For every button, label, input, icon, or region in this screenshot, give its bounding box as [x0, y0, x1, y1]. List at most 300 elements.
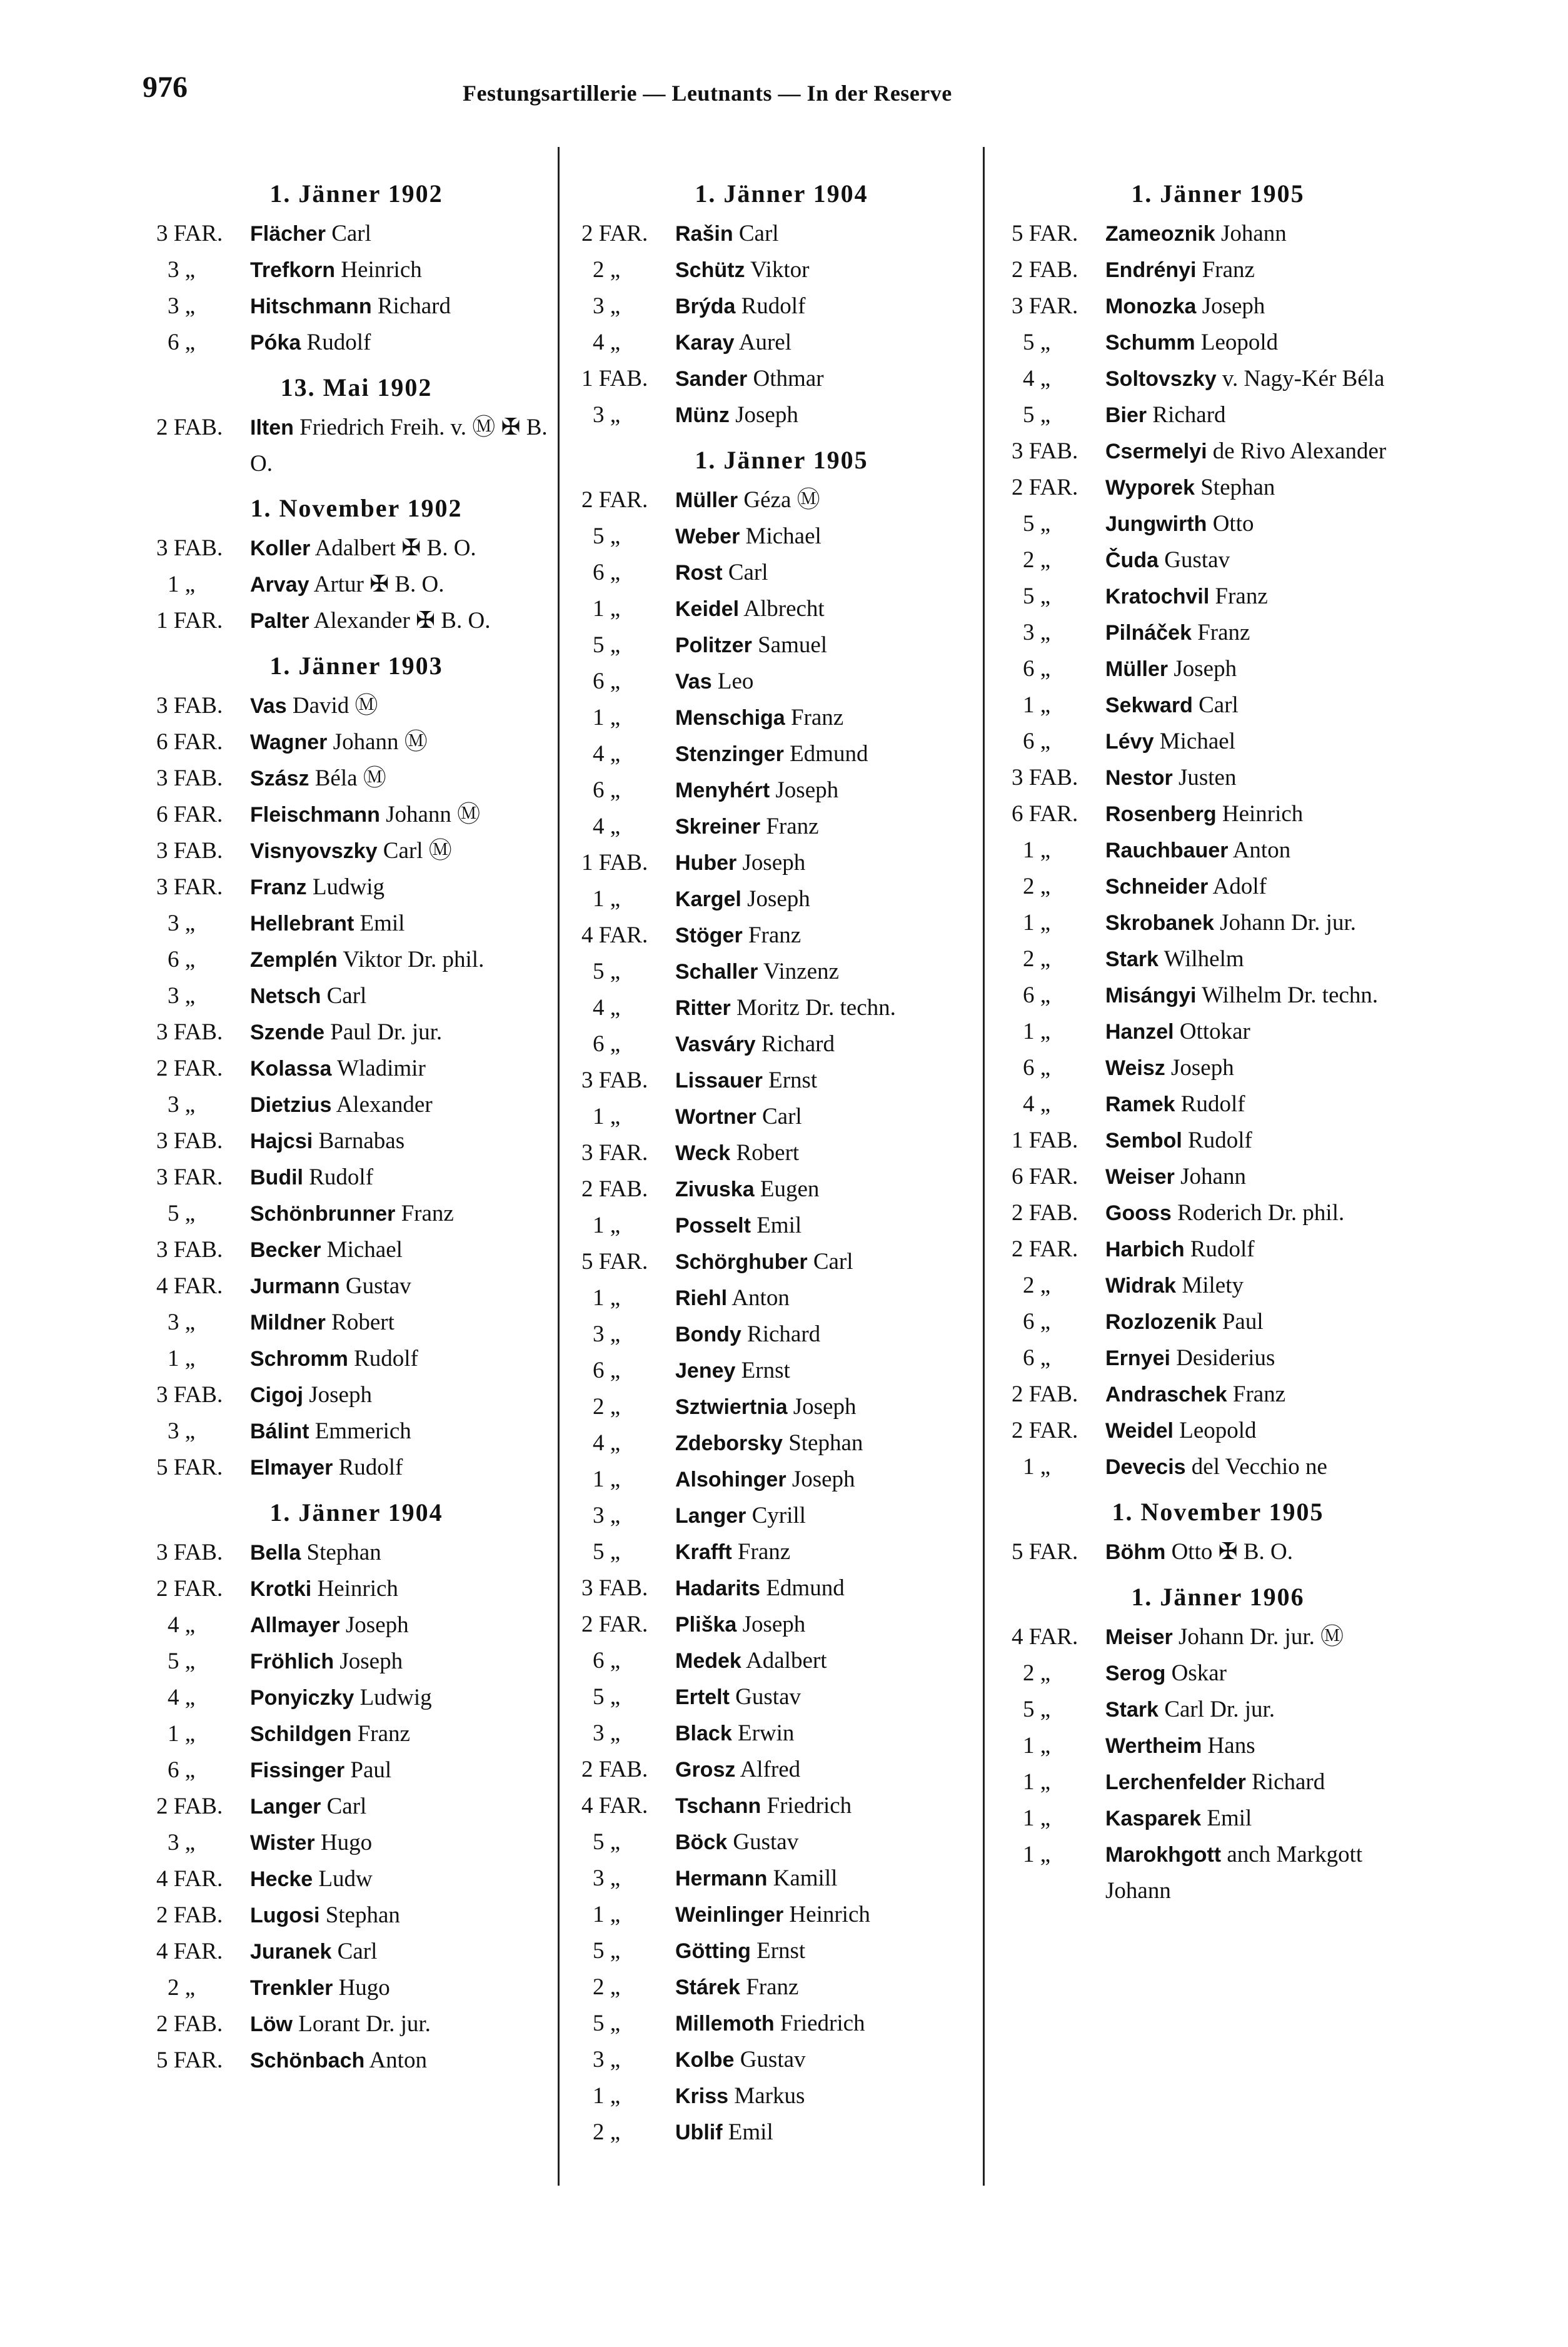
list-item: [156, 1450, 556, 1486]
list-item: [581, 772, 982, 809]
list-item: [581, 591, 982, 627]
list-item: [1012, 470, 1424, 506]
officer-name: Fissinger Paul: [250, 1757, 392, 1783]
list-item: [156, 1051, 556, 1087]
list-item: [156, 1123, 556, 1159]
unit-label: 1 „: [593, 886, 621, 912]
officer-name: Ponyiczky Ludwig: [250, 1685, 432, 1710]
list-item: [581, 1534, 982, 1570]
officer-name: Pilnáček Franz: [1105, 620, 1250, 645]
unit-label: 3 FAB.: [156, 1128, 223, 1154]
unit-label: 3 „: [593, 1321, 621, 1347]
officer-name: Stark Carl Dr. jur.: [1105, 1697, 1275, 1722]
unit-label: 4 FAR.: [156, 1939, 223, 1964]
unit-label: 6 „: [593, 1358, 621, 1383]
officer-name: Zivuska Eugen: [675, 1176, 820, 1202]
unit-label: 2 FAR.: [581, 221, 648, 246]
officer-name: Hecke Ludw: [250, 1866, 373, 1892]
list-item: [581, 1788, 982, 1824]
officer-name: Posselt Emil: [675, 1213, 802, 1238]
list-item: [1012, 1655, 1424, 1692]
officer-name: Bálint Emmerich: [250, 1418, 411, 1444]
list-item: [156, 410, 556, 482]
section-title: 1. November 1902: [250, 494, 463, 522]
officer-name: Kasparek Emil: [1105, 1805, 1252, 1831]
officer-name: Rauchbauer Anton: [1105, 837, 1291, 863]
list-item: [156, 833, 556, 869]
officer-name: Trefkorn Heinrich: [250, 257, 422, 283]
unit-label: 4 „: [593, 330, 621, 355]
officer-name: Devecis del Vecchio ne: [1105, 1454, 1327, 1480]
unit-label: 2 FAR.: [581, 487, 648, 513]
list-item: [581, 361, 982, 397]
unit-label: 5 „: [593, 1829, 621, 1855]
unit-label: 3 „: [593, 293, 621, 319]
officer-name: Meiser Johann Dr. jur. Ⓜ: [1105, 1624, 1344, 1650]
officer-name: Schütz Viktor: [675, 257, 810, 283]
list-item: [156, 1861, 556, 1897]
officer-name: Black Erwin: [675, 1720, 795, 1746]
officer-name: Stark Wilhelm: [1105, 946, 1244, 972]
unit-label: 6 „: [593, 1648, 621, 1673]
officer-name: Karay Aurel: [675, 330, 792, 355]
list-item: [581, 1316, 982, 1353]
officer-name: Brýda Rudolf: [675, 293, 806, 319]
list-item: [156, 1535, 556, 1571]
officer-name: Medek Adalbert: [675, 1648, 827, 1673]
unit-label: 6 „: [1023, 982, 1051, 1008]
officer-name: Allmayer Joseph: [250, 1612, 409, 1638]
section-title: 1. Jänner 1906: [1131, 1583, 1305, 1611]
list-item: [156, 724, 556, 760]
list-item: [1012, 1534, 1424, 1570]
list-item: [156, 216, 556, 252]
unit-label: 3 FAR.: [156, 1164, 223, 1190]
unit-label: 3 FAB.: [156, 838, 223, 864]
unit-label: 3 FAB.: [581, 1575, 648, 1601]
unit-label: 6 FAR.: [156, 802, 223, 827]
officer-name: Gooss Roderich Dr. phil.: [1105, 1200, 1345, 1226]
officer-name: Wyporek Stephan: [1105, 475, 1275, 500]
unit-label: 4 „: [593, 995, 621, 1021]
unit-label: 5 „: [1023, 402, 1051, 428]
officer-name: Skrobanek Johann Dr. jur.: [1105, 910, 1356, 936]
unit-label: 6 „: [168, 330, 196, 355]
page-number: 976: [143, 71, 188, 104]
list-item: [1012, 941, 1424, 977]
list-item: [581, 845, 982, 881]
list-item: [156, 1413, 556, 1450]
unit-label: 3 „: [168, 257, 196, 283]
list-item: [581, 1461, 982, 1498]
officer-name: Csermelyi de Rivo Alexander: [1105, 438, 1387, 464]
officer-name: Palter Alexander ✠ B. O.: [250, 608, 491, 633]
unit-label: 1 „: [1023, 1454, 1051, 1480]
unit-label: 6 „: [168, 947, 196, 972]
section-title: 13. Mai 1902: [280, 373, 433, 401]
list-item: [1012, 433, 1424, 470]
list-item: [156, 1789, 556, 1825]
officer-name: Flächer Carl: [250, 221, 371, 246]
list-item: [1012, 361, 1424, 397]
officer-name: Zdeborsky Stephan: [675, 1430, 863, 1456]
list-item: [581, 2006, 982, 2042]
officer-name: Schumm Leopold: [1105, 330, 1279, 355]
officer-name: Serog Oskar: [1105, 1660, 1227, 1686]
unit-label: 3 FAB.: [156, 1019, 223, 1045]
list-item: [156, 1897, 556, 1934]
officer-name: Ublif Emil: [675, 2119, 773, 2145]
officer-name: Szende Paul Dr. jur.: [250, 1019, 443, 1045]
unit-label: 1 „: [1023, 1842, 1051, 1867]
section-title: 1. Jänner 1903: [269, 652, 443, 680]
unit-label: 3 FAR.: [1012, 293, 1078, 319]
list-item: [156, 567, 556, 603]
officer-name: Jungwirth Otto: [1105, 511, 1254, 537]
list-item: [1012, 651, 1424, 687]
officer-name: Soltovszky v. Nagy-Kér Béla: [1105, 366, 1385, 391]
list-item: [581, 482, 982, 518]
list-item: [156, 760, 556, 797]
unit-label: 2 FAB.: [156, 1902, 223, 1928]
officer-name: Rašin Carl: [675, 221, 779, 246]
list-item: [156, 530, 556, 567]
officer-name: Keidel Albrecht: [675, 596, 825, 622]
officer-name: Hermann Kamill: [675, 1865, 838, 1891]
officer-name: Vas David Ⓜ: [250, 693, 378, 719]
unit-label: 4 „: [593, 814, 621, 839]
list-item: [156, 869, 556, 906]
officer-name: Wortner Carl: [675, 1104, 802, 1129]
list-item: [581, 1026, 982, 1062]
officer-name: Schaller Vinzenz: [675, 959, 839, 984]
unit-label: 2 „: [593, 1394, 621, 1420]
unit-label: 2 „: [1023, 874, 1051, 899]
list-item: [1012, 615, 1424, 651]
unit-label: 1 FAB.: [581, 366, 648, 391]
list-item: [1012, 1195, 1424, 1231]
officer-name: Mildner Robert: [250, 1310, 395, 1335]
list-item: [581, 1353, 982, 1389]
officer-name: Schildgen Franz: [250, 1721, 410, 1747]
list-item: [1012, 288, 1424, 325]
list-item: [1012, 977, 1424, 1014]
officer-name: Millemoth Friedrich: [675, 2011, 865, 2036]
unit-label: 6 „: [593, 1031, 621, 1057]
list-item: [1012, 1014, 1424, 1050]
unit-label: 4 FAR.: [156, 1866, 223, 1892]
list-item: [156, 978, 556, 1014]
column-3: [1012, 172, 1424, 1909]
list-item: [1012, 1340, 1424, 1376]
officer-name: Jurmann Gustav: [250, 1273, 411, 1299]
officer-name: Sembol Rudolf: [1105, 1128, 1252, 1153]
unit-label: 2 FAB.: [581, 1176, 648, 1202]
unit-label: 5 FAR.: [1012, 221, 1078, 246]
unit-label: 1 „: [1023, 692, 1051, 718]
list-item: [581, 2114, 982, 2151]
officer-name: Rozlozenik Paul: [1105, 1309, 1264, 1335]
list-item: [581, 1824, 982, 1860]
unit-label: 2 „: [1023, 1273, 1051, 1298]
officer-name: Cigoj Joseph: [250, 1382, 372, 1408]
unit-label: 1 „: [593, 1213, 621, 1238]
page-header: Festungsartillerie — Leutnants — In der Reserve: [463, 81, 952, 106]
unit-label: 3 „: [593, 1865, 621, 1891]
unit-label: 2 FAB.: [1012, 1200, 1078, 1226]
unit-label: 6 FAR.: [156, 729, 223, 755]
officer-name: Schönbrunner Franz: [250, 1201, 454, 1226]
unit-label: 1 „: [1023, 910, 1051, 936]
unit-label: 5 „: [593, 2011, 621, 2036]
list-item: [1012, 1304, 1424, 1340]
unit-label: 5 „: [593, 959, 621, 984]
list-item: [1012, 1764, 1424, 1800]
unit-label: 2 FAR.: [156, 1576, 223, 1602]
officer-name: Hajcsi Barnabas: [250, 1128, 405, 1154]
list-item: [1012, 397, 1424, 433]
list-item: [156, 1571, 556, 1607]
unit-label: 5 „: [168, 1648, 196, 1674]
unit-label: 6 „: [1023, 1345, 1051, 1371]
list-item: [1012, 869, 1424, 905]
section-title: 1. Jänner 1905: [1131, 179, 1305, 208]
list-item: [581, 518, 982, 555]
officer-name: Löw Lorant Dr. jur.: [250, 2011, 431, 2037]
list-item: [156, 1196, 556, 1232]
unit-label: 1 „: [1023, 1769, 1051, 1795]
list-item: [581, 325, 982, 361]
list-item: [156, 1825, 556, 1861]
unit-label: 3 FAB.: [156, 765, 223, 791]
unit-label: 4 FAR.: [1012, 1624, 1078, 1650]
column-1: [156, 172, 556, 2079]
officer-name: Endrényi Franz: [1105, 257, 1255, 283]
unit-label: 6 „: [1023, 656, 1051, 682]
unit-label: 2 „: [1023, 1660, 1051, 1686]
officer-name: Szász Béla Ⓜ: [250, 765, 386, 791]
list-item: [156, 2042, 556, 2079]
officer-name: Kolbe Gustav: [675, 2047, 806, 2072]
list-item: [581, 917, 982, 954]
unit-label: 5 „: [593, 632, 621, 658]
list-item: [581, 990, 982, 1026]
officer-name: Weber Michael: [675, 523, 822, 549]
officer-name: Stöger Franz: [675, 922, 802, 948]
officer-name: Zameoznik Johann: [1105, 221, 1287, 246]
list-item: [1012, 905, 1424, 941]
officer-name: Lévy Michael: [1105, 729, 1235, 754]
unit-label: 6 FAR.: [1012, 801, 1078, 827]
officer-name: Dietzius Alexander: [250, 1092, 433, 1118]
list-item: [156, 1341, 556, 1377]
unit-label: 5 „: [1023, 583, 1051, 609]
unit-label: 2 FAB.: [156, 415, 223, 440]
unit-label: 1 „: [593, 1104, 621, 1129]
officer-name: Fleischmann Johann Ⓜ: [250, 802, 481, 827]
unit-label: 4 „: [168, 1685, 196, 1710]
unit-label: 1 „: [1023, 1805, 1051, 1831]
list-item: [581, 1244, 982, 1280]
unit-label: 6 „: [168, 1757, 196, 1783]
list-item: [581, 1280, 982, 1316]
list-item: [156, 1268, 556, 1305]
unit-label: 1 „: [593, 1902, 621, 1927]
officer-name: Misángyi Wilhelm Dr. techn.: [1105, 982, 1379, 1008]
list-item: [1012, 506, 1424, 542]
officer-name: Franz Ludwig: [250, 874, 385, 900]
list-item: [581, 2078, 982, 2114]
officer-name: Fröhlich Joseph: [250, 1648, 403, 1674]
list-item: [1012, 1086, 1424, 1123]
officer-name: Čuda Gustav: [1105, 547, 1230, 573]
unit-label: 1 „: [593, 1466, 621, 1492]
list-item: [581, 1498, 982, 1534]
column-2: [581, 172, 982, 2151]
unit-label: 6 „: [593, 669, 621, 694]
officer-name: Sekward Carl: [1105, 692, 1239, 718]
list-item: [156, 252, 556, 288]
list-item: [1012, 724, 1424, 760]
unit-label: 2 FAB.: [156, 2011, 223, 2037]
officer-name: Weinlinger Heinrich: [675, 1902, 870, 1927]
unit-label: 3 FAB.: [156, 693, 223, 719]
unit-label: 5 „: [593, 1684, 621, 1710]
officer-name: Krotki Heinrich: [250, 1576, 398, 1602]
list-item: [581, 700, 982, 736]
officer-name: Zemplén Viktor Dr. phil.: [250, 947, 485, 972]
unit-label: 5 „: [1023, 330, 1051, 355]
unit-label: 2 FAB.: [156, 1794, 223, 1819]
list-item: [581, 1607, 982, 1643]
list-item: [581, 1860, 982, 1897]
list-item: [156, 2006, 556, 2042]
list-item: [1012, 1268, 1424, 1304]
officer-name: Kolassa Wladimir: [250, 1056, 426, 1081]
officer-name: Hanzel Ottokar: [1105, 1019, 1250, 1044]
list-item: [1012, 216, 1424, 252]
unit-label: 3 „: [168, 1830, 196, 1855]
unit-label: 4 FAR.: [156, 1273, 223, 1299]
officer-name: Arvay Artur ✠ B. O.: [250, 572, 445, 597]
list-item: [581, 881, 982, 917]
list-item: [156, 288, 556, 325]
officer-name: Ilten Friedrich Freih. v. Ⓜ ✠ B. O.: [250, 415, 548, 477]
list-item: [581, 1135, 982, 1171]
unit-label: 3 „: [593, 402, 621, 428]
list-item: [581, 664, 982, 700]
officer-name: Stenzinger Edmund: [675, 741, 868, 767]
list-item: [581, 1679, 982, 1715]
list-item: [1012, 796, 1424, 832]
unit-label: 5 „: [1023, 1697, 1051, 1722]
list-item: [581, 1643, 982, 1679]
unit-label: 3 „: [168, 983, 196, 1009]
unit-label: 2 „: [593, 2119, 621, 2145]
officer-name: Böhm Otto ✠ B. O.: [1105, 1539, 1294, 1565]
officer-name: Müller Géza Ⓜ: [675, 487, 820, 513]
officer-name: Visnyovszky Carl Ⓜ: [250, 838, 452, 864]
unit-label: 2 FAR.: [1012, 1236, 1078, 1262]
officer-name: Elmayer Rudolf: [250, 1455, 403, 1480]
unit-label: 1 „: [593, 2083, 621, 2109]
list-item: [581, 627, 982, 664]
officer-name: Schönbach Anton: [250, 2047, 427, 2073]
unit-label: 1 „: [1023, 1733, 1051, 1759]
officer-name: Schromm Rudolf: [250, 1346, 418, 1371]
list-item: [156, 1680, 556, 1716]
list-item: [581, 1897, 982, 1933]
list-item: [1012, 1231, 1424, 1268]
unit-label: 5 „: [593, 523, 621, 549]
officer-name: Wertheim Hans: [1105, 1733, 1255, 1759]
officer-name: Bella Stephan: [250, 1540, 381, 1565]
unit-label: 4 „: [593, 741, 621, 767]
officer-name: Ernyei Desiderius: [1105, 1345, 1275, 1371]
officer-name: Harbich Rudolf: [1105, 1236, 1255, 1262]
list-item: [156, 325, 556, 361]
unit-label: 3 „: [593, 1720, 621, 1746]
officer-name: Rost Carl: [675, 560, 768, 585]
officer-name: Ramek Rudolf: [1105, 1091, 1245, 1117]
officer-name: Huber Joseph: [675, 850, 806, 876]
unit-label: 1 „: [593, 1285, 621, 1311]
list-item: [156, 1643, 556, 1680]
officer-name: Schörghuber Carl: [675, 1249, 853, 1274]
section-title: 1. Jänner 1904: [269, 1498, 443, 1527]
list-item: [581, 216, 982, 252]
list-item: [1012, 252, 1424, 288]
officer-name: Kriss Markus: [675, 2083, 805, 2109]
section-title: 1. Jänner 1904: [695, 179, 868, 208]
list-item: [581, 1208, 982, 1244]
unit-label: 2 FAB.: [1012, 1381, 1078, 1407]
unit-label: 5 FAR.: [156, 1455, 223, 1480]
list-item: [156, 906, 556, 942]
list-item: [1012, 1728, 1424, 1764]
unit-label: 5 „: [1023, 511, 1051, 537]
unit-label: 3 FAB.: [156, 1540, 223, 1565]
unit-label: 3 FAR.: [581, 1140, 648, 1166]
officer-name: Menschiga Franz: [675, 705, 844, 730]
officer-name: Bondy Richard: [675, 1321, 821, 1347]
officer-name: Netsch Carl: [250, 983, 367, 1009]
unit-label: 6 „: [593, 560, 621, 585]
list-item: [156, 1305, 556, 1341]
list-item: [581, 1969, 982, 2006]
list-item: [581, 1570, 982, 1607]
officer-name: Politzer Samuel: [675, 632, 828, 658]
officer-name: Menyhért Joseph: [675, 777, 839, 803]
officer-name: Hellebrant Emil: [250, 911, 405, 936]
unit-label: 2 FAR.: [581, 1612, 648, 1637]
list-item: [581, 736, 982, 772]
unit-label: 6 „: [1023, 729, 1051, 754]
unit-label: 3 FAB.: [1012, 438, 1078, 464]
unit-label: 1 „: [168, 1721, 196, 1747]
section-title: 1. November 1905: [1112, 1498, 1324, 1526]
unit-label: 4 „: [1023, 1091, 1051, 1117]
section-title: 1. Jänner 1902: [269, 179, 443, 208]
list-item: [581, 1715, 982, 1752]
unit-label: 5 „: [593, 1938, 621, 1964]
unit-label: 2 „: [593, 1974, 621, 2000]
officer-name: Krafft Franz: [675, 1539, 791, 1565]
list-item: [1012, 687, 1424, 724]
unit-label: 1 FAB.: [1012, 1128, 1078, 1153]
unit-label: 3 „: [168, 911, 196, 936]
unit-label: 4 „: [168, 1612, 196, 1638]
